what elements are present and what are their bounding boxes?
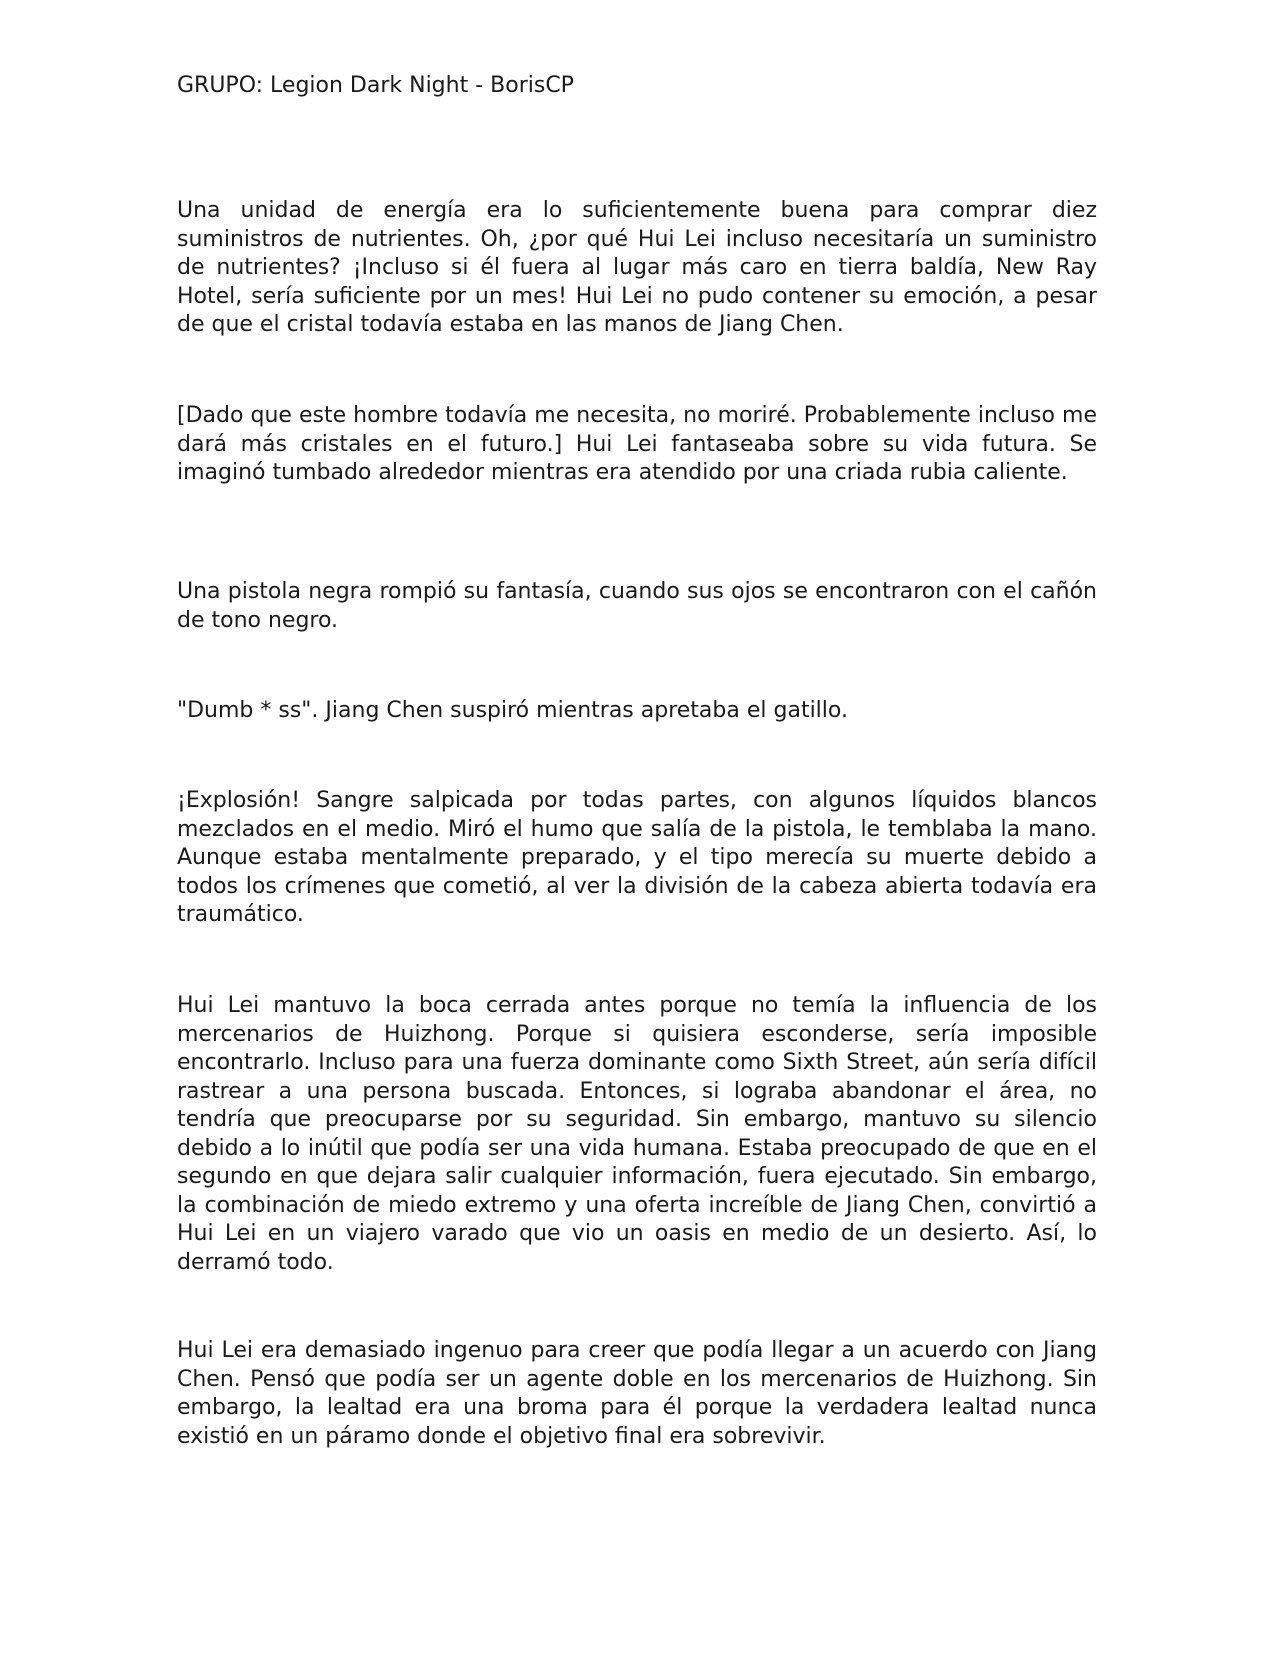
paragraph: Una unidad de energía era lo suficientemente buena para comprar diez suministros de nutrientes. Oh, ¿por qué Hui Lei incluso necesitaría un suministro de nutrientes? ¡Incluso si él fuera al lugar más caro en tierra baldía, New Ray Hotel, sería suficiente por un mes! Hui Lei no pudo contener su emoción, a pesar de que el cristal todavía estaba en las manos de Jiang Chen. — [177, 198, 1097, 337]
paragraph: Una pistola negra rompió su fantasía, cuando sus ojos se encontraron con el cañón de tono negro. — [177, 579, 1097, 633]
paragraph: "Dumb * ss". Jiang Chen suspiró mientras apretaba el gatillo. — [177, 698, 848, 723]
paragraph: Hui Lei mantuvo la boca cerrada antes porque no temía la influencia de los mercenarios de Huizhong. Porque si quisiera esconderse, sería imposible encontrarlo. Incluso para una fuerza dominante como Sixth Street, aún sería difícil rastrear a una persona buscada. Entonces, si lograba abandonar el área, no tendría que preocuparse por su seguridad. Sin embargo, mantuvo su silencio debido a lo inútil que podía ser una vida humana. Estaba preocupado de que en el segundo en que dejara salir cualquier información, fuera ejecutado. Sin embargo, la combinación de miedo extremo y una oferta increíble de Jiang Chen, convirtió a Hui Lei en un viajero varado que vio un oasis en medio de un desierto. Así, lo derramó todo. — [177, 993, 1097, 1275]
paragraph: ¡Explosión! Sangre salpicada por todas partes, con algunos líquidos blancos mezclados en el medio. Miró el humo que salía de la pistola, le temblaba la mano. Aunque estaba mentalmente preparado, y el tipo merecía su muerte debido a todos los crímenes que cometió, al ver la división de la cabeza abierta todavía era traumático. — [177, 788, 1097, 927]
group-header: GRUPO: Legion Dark Night - BorisCP — [177, 73, 574, 98]
paragraph: [Dado que este hombre todavía me necesita, no moriré. Probablemente incluso me dará más cristales en el futuro.] Hui Lei fantaseaba sobre su vida futura. Se imaginó tumbado alrededor mientras era atendido por una criada rubia caliente. — [177, 403, 1097, 485]
paragraph: Hui Lei era demasiado ingenuo para creer que podía llegar a un acuerdo con Jiang Chen. Pensó que podía ser un agente doble en los mercenarios de Huizhong. Sin embargo, la lealtad era una broma para él porque la verdadera lealtad nunca existió en un páramo donde el objetivo final era sobrevivir. — [177, 1338, 1097, 1449]
